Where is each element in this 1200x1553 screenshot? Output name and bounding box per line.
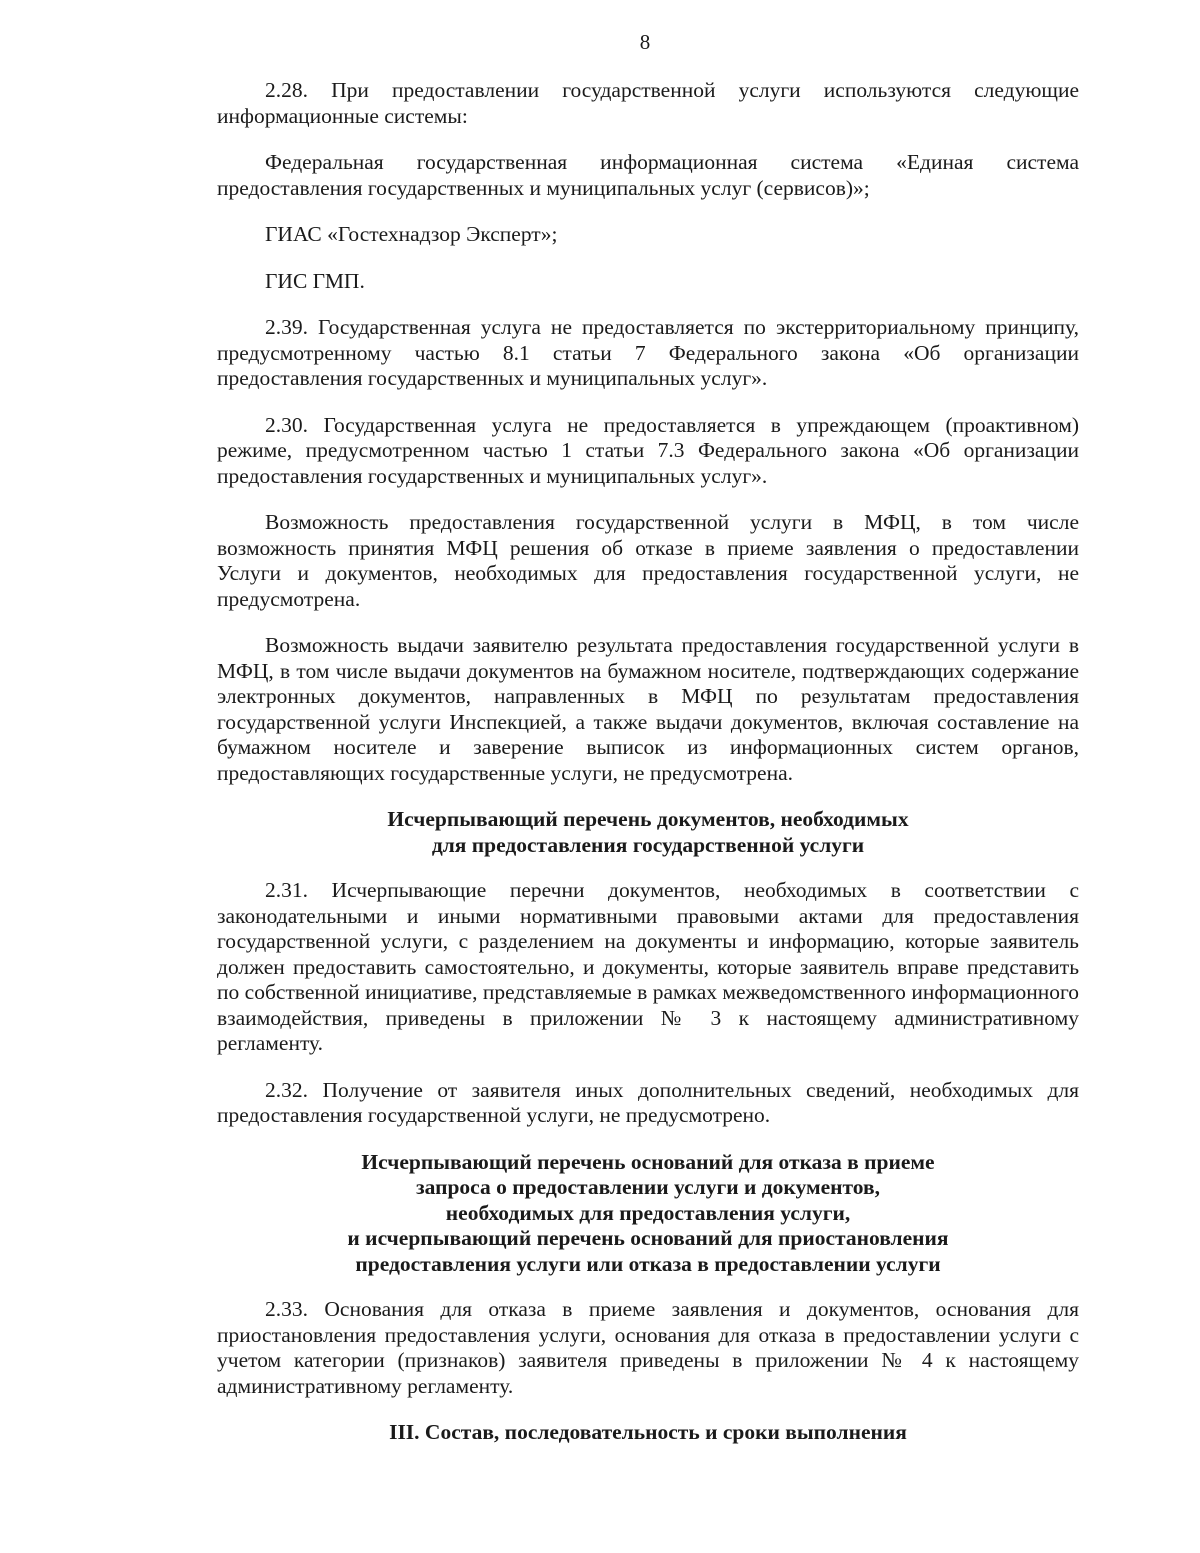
paragraph-2-39: 2.39. Государственная услуга не предоставляется по экстерриториальному принципу, предусмотренному частью 8.1 статьи 7 Федерального закона «Об организации предоставления государственных и муниципальных услуг». bbox=[217, 315, 1079, 390]
heading-refusal-grounds bbox=[217, 1150, 1079, 1278]
paragraph-gis-gmp: ГИС ГМП. bbox=[265, 268, 365, 293]
paragraph-2-33: 2.33. Основания для отказа в приеме заявления и документов, основания для приостановления предоставления услуги, основания для отказа в предоставлении услуги с учетом категории (признаков) заявителя приведены в приложении № 4 к настоящему административному регламенту. bbox=[217, 1297, 1079, 1398]
heading-line: необходимых для предоставления услуги, bbox=[445, 1200, 851, 1225]
paragraph-mfc-possibility: Возможность предоставления государственной услуги в МФЦ, в том числе возможность принятия МФЦ решения об отказе в приеме заявления о предоставлении Услуги и документов, необходимых для предоставления государственной услуги, не предусмотрена. bbox=[217, 510, 1079, 611]
heading-line: запроса о предоставлении услуги и документов, bbox=[415, 1175, 881, 1199]
heading-documents-list bbox=[217, 807, 1079, 858]
paragraph-2-30: 2.30. Государственная услуга не предоставляется в упреждающем (проактивном) режиме, предусмотренном частью 1 статьи 7.3 Федерального закона «Об организации предоставления государственных и муниципальных услуг». bbox=[217, 412, 1079, 488]
paragraph-2-28: 2.28. При предоставлении государственной услуги используются следующие информационные системы: bbox=[217, 78, 1079, 128]
heading-line: и исчерпывающий перечень оснований для приостановления bbox=[347, 1226, 949, 1250]
paragraph-2-31: 2.31. Исчерпывающие перечни документов, необходимых в соответствии с законодательными и иными нормативными правовыми актами для предоставления государственной услуги, с разделением на документы и информацию, которые заявитель должен предоставить самостоятельно, и документы, которые заявитель вправе представить по собственной инициативе, представляемые в рамках межведомственного информационного взаимодействия, приведены в приложении № 3 к настоящему административному регламенту. bbox=[217, 878, 1079, 1055]
page-number: 8 bbox=[639, 30, 651, 54]
paragraph-2-32: 2.32. Получение от заявителя иных дополнительных сведений, необходимых для предоставления государственной услуги, не предусмотрено. bbox=[217, 1077, 1079, 1127]
heading-line: предоставления услуги или отказа в предоставлении услуги bbox=[355, 1251, 941, 1276]
document-body bbox=[217, 78, 1079, 1446]
paragraph-epgu: Федеральная государственная информационная система «Единая система предоставления государственных и муниципальных услуг (сервисов)»; bbox=[217, 150, 1079, 200]
heading-line: для предоставления государственной услуги bbox=[431, 832, 865, 857]
heading-line: Исчерпывающий перечень документов, необходимых bbox=[387, 807, 909, 831]
paragraph-gias: ГИАС «Гостехнадзор Эксперт»; bbox=[265, 222, 558, 246]
heading-line: Исчерпывающий перечень оснований для отказа в приеме bbox=[361, 1149, 935, 1174]
section-title: III. Состав, последовательность и сроки выполнения bbox=[389, 1420, 907, 1444]
paragraph-mfc-issuance: Возможность выдачи заявителю результата предоставления государственной услуги в МФЦ, в том числе выдачи документов на бумажном носителе, подтверждающих содержание электронных документов, направленных в МФЦ по результатам предоставления государственной услуги Инспекцией, а также выдачи документов, включая составление на бумажном носителе и заверение выписок из информационных систем органов, предоставляющих государственные услуги, не предусмотрена. bbox=[217, 633, 1079, 785]
